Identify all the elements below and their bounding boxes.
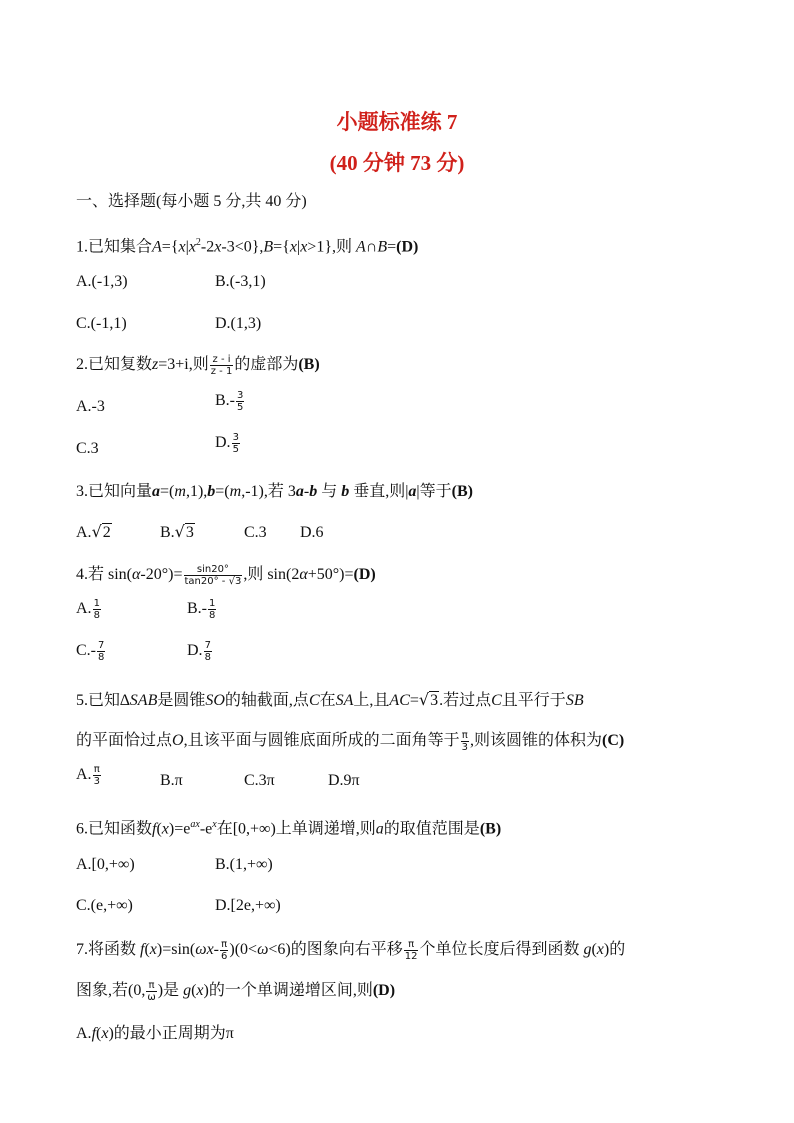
question-3: 3.已知向量a=(m,1),b=(m,-1),若 3a-b 与 b 垂直,则|a|等于(B): [76, 483, 473, 500]
page-title: 小题标准练 7: [336, 110, 458, 134]
question-2: 2.已知复数z=3+i,则 $\frac{z - i}{z - 1}$ 的虚部为(B): [76, 354, 320, 377]
q4-option-d: D. $\frac{7}{8}$: [187, 640, 211, 663]
question-7-line-1: 7.将函数 f(x)=sin(ωx- $\frac{\pi}{6}$ )(0<ω<6)的图象向右平移 $\frac{\pi}{12}$ 个单位长度后得到函数 g(x)的: [76, 939, 626, 962]
q7-option-a: A.f(x)的最小正周期为π: [76, 1025, 234, 1042]
section-heading: 一、选择题(每小题 5 分,共 40 分): [76, 193, 307, 210]
q6-option-a: A.[0,+∞): [76, 856, 135, 873]
q1-option-c: C.(-1,1): [76, 315, 127, 332]
q4-option-c: C.- $\frac{7}{8}$: [76, 640, 105, 663]
q3-option-a: A.√2: [76, 522, 111, 541]
q4-option-b: B.- $\frac{1}{8}$: [187, 598, 216, 621]
question-6: 6.已知函数$f(x)=e^{ax}-e^x$在[0,+∞)上单调递增,则a的取值范围是(B): [76, 819, 502, 838]
page-subtitle: (40 分钟 73 分): [329, 151, 465, 175]
q2-option-c: C.3: [76, 440, 99, 457]
fraction: $\frac{\sin 20^\circ}{\tan 20^\circ - √3}$: [184, 564, 242, 587]
answer-2: (B): [298, 356, 320, 374]
fraction: $\frac{z - i}{z - 1}$: [210, 354, 233, 377]
q3-option-c: C.3: [244, 524, 267, 541]
q1-option-d: D.(1,3): [215, 315, 262, 332]
q6-option-d: D.[2e,+∞): [215, 897, 281, 914]
q4-option-a: A. $\frac{1}{8}$: [76, 598, 100, 621]
answer-7: (D): [372, 982, 396, 1000]
q6-option-c: C.(e,+∞): [76, 897, 133, 914]
answer-4: (D): [353, 566, 376, 584]
question-5-line-1: 5.已知∆SAB是圆锥SO的轴截面,点C在SA上,且AC=√3.若过点C且平行于SB: [76, 690, 584, 709]
q5-option-d: D.9π: [328, 772, 360, 789]
answer-1: (D): [396, 238, 419, 256]
answer-6: (B): [479, 820, 502, 838]
q5-option-a: A. $\frac{\pi}{3}$: [76, 764, 100, 787]
question-4: 4.若 sin(α-20°)= $\frac{\sin 20^\circ}{\tan 20^\circ - √3}$ ,则 sin(2α+50°)=(D): [76, 564, 376, 587]
q6-option-b: B.(1,+∞): [215, 856, 273, 873]
question-1: 1.已知集合$A=\{x|x^2-2x-3<0\},B=\{x|x>1\}$,则 A∩B=(D): [76, 237, 419, 256]
question-7-line-2: 图象,若(0, $\frac{\pi}{\omega}$ )是 g(x)的一个单调递增区间,则(D): [76, 980, 396, 1003]
q1-option-b: B.(-3,1): [215, 273, 266, 290]
q5-option-b: B.π: [160, 772, 183, 789]
q5-option-c: C.3π: [244, 772, 275, 789]
answer-5: (C): [601, 732, 625, 750]
answer-3: (B): [451, 483, 473, 500]
q3-option-b: B.√3: [160, 522, 194, 541]
q3-option-d: D.6: [300, 524, 324, 541]
q2-option-a: A.-3: [76, 398, 105, 415]
question-5-line-2: 的平面恰过点O,且该平面与圆锥底面所成的二面角等于 $\frac{\pi}{3}$ ,则该圆锥的体积为(C): [76, 730, 625, 753]
q2-option-d: D. $\frac{3}{5}$: [215, 432, 239, 455]
q1-option-a: A.(-1,3): [76, 273, 128, 290]
q2-option-b: B.- $\frac{3}{5}$: [215, 390, 244, 413]
